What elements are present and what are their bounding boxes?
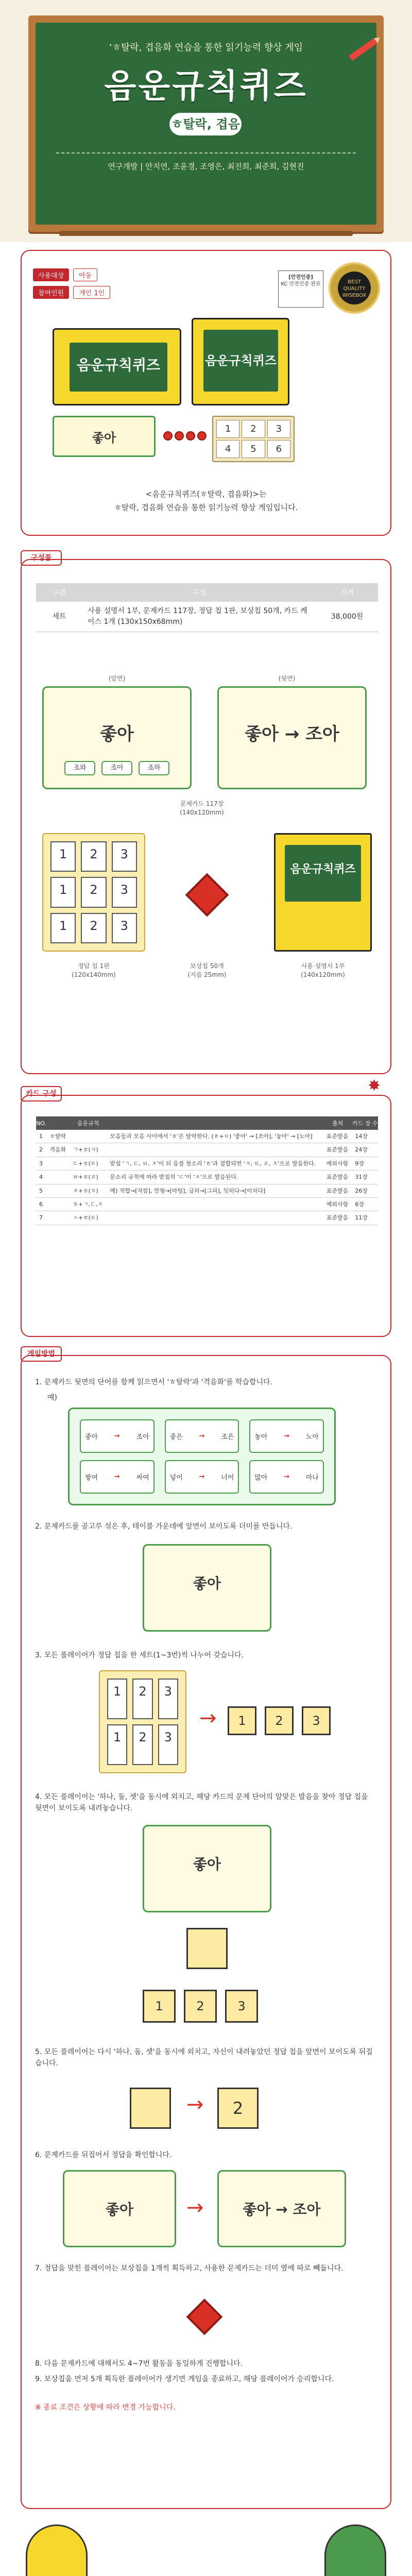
row-source: 표준발음 xyxy=(323,1143,352,1157)
row-desc: 모음들과 모음 사이에서 'ㅎ'은 탈락한다. (ㅎ+ㅇ) '좋아' → [조아], '놓아' → [노아] xyxy=(107,1130,323,1143)
col-header xyxy=(46,1116,70,1130)
row-count: 14장 xyxy=(352,1130,378,1143)
col-header: 구성 xyxy=(82,583,316,602)
word-pair xyxy=(80,1419,154,1453)
row-no: 7 xyxy=(36,1211,46,1225)
row-count: 11장 xyxy=(352,1211,378,1225)
chip-cell: 2 xyxy=(81,841,106,872)
row-count: 31장 xyxy=(352,1171,378,1184)
step-9: 9. 보상칩을 먼저 5개 획득한 플레이어가 생기면 게임을 종료하고, 해당 플레이어가 승리합니다. xyxy=(35,2375,334,2383)
table-row xyxy=(36,1171,378,1184)
chip: 1 xyxy=(228,1706,256,1735)
word: 조은 xyxy=(221,1433,234,1441)
card-front-label: (앞면) xyxy=(108,675,126,682)
box-title: 음운규칙퀴즈 xyxy=(76,357,161,374)
header-pill: ㅎ탈락, 겹음화 xyxy=(169,113,242,135)
end-note: ※ 종료 조건은 상황에 따라 변경 가능합니다. xyxy=(35,2403,176,2412)
arrow-icon: → xyxy=(114,1432,120,1440)
product-box-image xyxy=(53,328,181,405)
kids-illustration xyxy=(15,2514,397,2576)
card-front-image xyxy=(63,2170,176,2247)
chip: 2 xyxy=(184,1990,217,2023)
card-back-image xyxy=(217,686,367,789)
step-1-example: 예) xyxy=(47,1394,57,1402)
box-title: 음운규칙퀴즈 xyxy=(204,353,277,368)
row-price: 38,000원 xyxy=(316,602,378,632)
kid-girl-icon xyxy=(26,2524,88,2576)
row-group xyxy=(46,1197,70,1211)
chip-icon xyxy=(186,431,195,440)
card-word: 좋아 xyxy=(100,724,134,744)
row-count: 26장 xyxy=(352,1184,378,1197)
step-4: 4. 모든 플레이어는 '하나, 둘, 셋'을 동시에 외치고, 해당 카드의 문제 단어의 알맞은 발음을 찾아 정답 칩을 뒷면이 보이도록 내려놓습니다. xyxy=(35,1793,368,1813)
word: 쌓여 xyxy=(85,1474,98,1482)
word: 좋은 xyxy=(169,1433,183,1441)
reward-caption: 보상칩 50개 (지름 25mm) xyxy=(187,962,227,978)
row-label: 세트 xyxy=(36,602,82,632)
word-pair xyxy=(249,1460,324,1494)
back-answer: 조아 xyxy=(305,724,339,744)
header-authors: 연구개발 | 안지연, 조윤경, 조영은, 최진희, 최준희, 김현진 xyxy=(108,162,304,171)
card-word: 좋아 → 조아 xyxy=(243,2201,321,2218)
chip-icon xyxy=(175,431,184,440)
step-2: 2. 문제카드를 골고루 섞은 후, 테이블 가운데에 앞면이 보이도록 더미를 만듭니다. xyxy=(35,1522,293,1531)
chip-icon xyxy=(197,431,207,440)
target-tag-row xyxy=(33,268,97,281)
chip-cell: 3 xyxy=(158,1724,178,1765)
table-row xyxy=(36,1143,378,1157)
row-source: 표준발음 xyxy=(323,1171,352,1184)
chip: 1 xyxy=(143,1990,176,2023)
arrow-icon: → xyxy=(186,2196,204,2219)
grid-cell: 3 xyxy=(267,420,290,438)
composition-table xyxy=(36,1116,378,1225)
card-back-image xyxy=(217,2170,346,2247)
card-word: 좋아 → 조아 xyxy=(245,724,339,744)
mini-board xyxy=(203,330,278,392)
word-pair xyxy=(165,1419,239,1453)
word: 놓아 xyxy=(254,1433,268,1441)
row-desc xyxy=(107,1197,323,1211)
grid-cell: 4 xyxy=(216,440,239,458)
desc-line-2: ㅎ탈락, 겹음화 연습을 통한 읽기능력 향상 게임입니다. xyxy=(114,502,298,512)
header-title: 음운규칙퀴즈 xyxy=(104,67,308,106)
row-content: 사용 설명서 1부, 문제카드 117장, 정답 칩 1판, 보상칩 50개, 카드 케이스 1개 (130x150x68mm) xyxy=(82,602,316,632)
answer-option: 조와 xyxy=(64,761,95,775)
howto-section xyxy=(21,1355,391,2509)
word: 노아 xyxy=(305,1433,319,1441)
mini-board xyxy=(70,343,167,392)
card-answers xyxy=(64,761,169,775)
row-no: 3 xyxy=(36,1157,46,1170)
table-row xyxy=(36,1211,378,1225)
row-rule: ㅅ+ㅎ(ㅌ) xyxy=(70,1211,107,1225)
table-row xyxy=(36,1157,378,1170)
chip-cell: 1 xyxy=(50,913,76,943)
word-pair-grid xyxy=(68,1408,336,1505)
answer-option: 조아 xyxy=(101,761,132,775)
row-group xyxy=(46,1171,70,1184)
answer-chip-board xyxy=(42,833,145,952)
word-pair xyxy=(80,1460,154,1494)
chip: 3 xyxy=(302,1706,331,1735)
chalk-tray xyxy=(59,231,353,236)
reward-chips-image xyxy=(163,431,207,440)
product-manual-image xyxy=(192,318,289,405)
word: 조아 xyxy=(136,1433,149,1441)
step-7: 7. 정답을 맞힌 플레이어는 보상칩을 1개씩 획득하고, 사용한 문제카드는 더미 옆에 따로 빼둡니다. xyxy=(35,2264,344,2273)
row-no: 4 xyxy=(36,1171,46,1184)
col-header: NO. xyxy=(36,1116,46,1130)
table-row xyxy=(36,602,378,632)
step-5: 5. 모든 플레이어는 다시 '하나, 둘, 셋'을 동시에 외치고, 자신이 내려놓았던 정답 칩을 앞면이 보이도록 뒤집습니다. xyxy=(35,2048,373,2068)
grid-cell: 2 xyxy=(242,420,265,438)
composition-section xyxy=(21,1095,391,1337)
row-desc: 예) 적합→[저캅], 맏형→[마텽], 급히→[그피], 잊히다→[이치다] xyxy=(107,1184,323,1197)
answer-chips xyxy=(143,1990,258,2023)
table-row xyxy=(36,1197,378,1211)
chip-cell: 1 xyxy=(107,1724,127,1765)
col-header: 출처 xyxy=(323,1116,352,1130)
desc-line-1: <음운규칙퀴즈(ㅎ탈락, 겹음화)>는 xyxy=(145,489,267,499)
chalkboard xyxy=(36,23,376,225)
row-no: 5 xyxy=(36,1184,46,1197)
card-front-image xyxy=(42,686,192,789)
row-source: 표준발음 xyxy=(323,1184,352,1197)
gem-icon xyxy=(185,873,229,917)
chip-cell: 3 xyxy=(112,841,137,872)
howto-tag: 게임방법 xyxy=(21,1346,62,1362)
chip: 3 xyxy=(225,1990,258,2023)
row-source: 예외사항 xyxy=(323,1197,352,1211)
composition-tag: 카드 구성 xyxy=(21,1086,62,1101)
row-group xyxy=(46,1184,70,1197)
target-label: 사용대상 xyxy=(33,268,69,281)
sparkle-icon: ✸ xyxy=(368,1077,381,1095)
best-quality-medal-icon xyxy=(329,262,380,314)
chip-cell: 3 xyxy=(112,877,137,907)
row-desc xyxy=(107,1143,323,1157)
manual-image xyxy=(274,833,372,952)
kc-cert-box xyxy=(278,270,323,308)
facedown-chip xyxy=(130,2088,171,2129)
row-no: 1 xyxy=(36,1130,46,1143)
row-count: 24장 xyxy=(352,1143,378,1157)
word: 좋아 xyxy=(85,1433,98,1441)
manual-title: 음운규칙퀴즈 xyxy=(290,863,356,876)
row-rule: ㅂ+ㅎ(ㅍ) xyxy=(70,1171,107,1184)
arrow-icon: → xyxy=(199,1473,205,1481)
row-source: 표준발음 xyxy=(323,1130,352,1143)
arrow-icon: → xyxy=(186,2093,204,2116)
row-count: 9장 xyxy=(352,1157,378,1170)
header-subtitle: ‘ㅎ탈락, 겹음화 연습을 통한 읽기능력 향상 게임 xyxy=(109,42,303,53)
back-word: 좋아 xyxy=(245,724,279,744)
row-no: 6 xyxy=(36,1197,46,1211)
row-source: 표준발음 xyxy=(323,1211,352,1225)
chip-cell: 2 xyxy=(132,1724,152,1765)
row-group: 격음화 xyxy=(46,1143,70,1157)
step-3: 3. 모든 플레이어가 정답 칩을 한 세트(1~3번)씩 나누어 갖습니다. xyxy=(35,1651,244,1659)
table-row xyxy=(36,1184,378,1197)
row-source: 예외사항 xyxy=(323,1157,352,1170)
chip-cell: 2 xyxy=(81,913,106,943)
gem-icon xyxy=(186,2299,223,2335)
participants-label: 참여인원 xyxy=(33,286,69,299)
row-rule: ㅎ+ㄱ,ㄷ,ㅈ xyxy=(70,1197,107,1211)
components-table xyxy=(36,583,378,632)
target-value: 아동 xyxy=(73,268,97,281)
grid-cell: 5 xyxy=(242,440,265,458)
row-rule: ㄷ+ㅎ(ㅌ) xyxy=(70,1157,107,1170)
product-section xyxy=(21,250,391,536)
word: 너어 xyxy=(221,1474,234,1482)
card-back-label: (뒷면) xyxy=(278,675,296,682)
row-no: 2 xyxy=(36,1143,46,1157)
row-rule: ㅈ+ㅎ(ㅊ) xyxy=(70,1184,107,1197)
col-header: 가격 xyxy=(316,583,378,602)
cert-label: [안전인증] xyxy=(288,275,313,280)
row-desc: 문소리 규칙에 따라 받침의 'ㄷ'이 'ㅈ'으로 발음된다. xyxy=(107,1171,323,1184)
back-word: 좋아 xyxy=(243,2201,271,2218)
participants-value: 개인 1인 xyxy=(73,286,110,299)
col-header: 카드 장 수 xyxy=(352,1116,378,1130)
row-rule: ㄱ+ㅎ(ㅋ) xyxy=(70,1143,107,1157)
chip-caption: 정답 칩 1판 (120x140mm) xyxy=(72,962,116,978)
step-6: 6. 문제카드를 뒤집어서 정답을 확인합니다. xyxy=(35,2151,172,2159)
flipped-chip: 2 xyxy=(217,2088,259,2129)
chip-icon xyxy=(163,431,173,440)
arrow-icon: → xyxy=(114,1473,120,1481)
row-group xyxy=(46,1157,70,1170)
word: 싸여 xyxy=(136,1474,149,1482)
arrow-icon: → xyxy=(199,1706,217,1730)
chip-cell: 3 xyxy=(112,913,137,943)
step-8: 8. 다음 문제카드에 대해서도 4~7번 활동을 동일하게 진행합니다. xyxy=(35,2360,243,2368)
medal-text: BEST QUALITY WISEBOX xyxy=(338,272,371,304)
manual-caption: 사용 설명서 1부 (140x120mm) xyxy=(301,962,345,978)
row-rule xyxy=(70,1130,107,1143)
word: 마나 xyxy=(305,1474,319,1482)
chip-cell: 2 xyxy=(81,877,106,907)
chip-cell: 1 xyxy=(50,877,76,907)
word-pair xyxy=(165,1460,239,1494)
col-header: 음운규칙 xyxy=(70,1116,107,1130)
components-tag: 구성품 xyxy=(21,550,62,566)
arrow-icon: → xyxy=(284,1473,290,1481)
header xyxy=(0,0,412,242)
table-row xyxy=(36,1130,378,1143)
row-count: 6장 xyxy=(352,1197,378,1211)
chip-cell: 1 xyxy=(107,1679,127,1719)
col-header: 구분 xyxy=(36,583,82,602)
row-desc: 받침 'ㄱ, ㄷ, ㅂ, ㅈ'이 뒤 음절 첫소리 'ㅎ'과 결합되면 'ㅋ, ㅌ, ㅍ, ㅊ'으로 발음한다. xyxy=(107,1157,323,1170)
step-1: 1. 문제카드 뒷면의 단어를 함께 읽으면서 'ㅎ탈락'과 '격음화'를 학습합니다. xyxy=(35,1378,272,1386)
arrow-icon: → xyxy=(199,1432,205,1440)
question-card-image xyxy=(143,1825,271,1912)
player-chips xyxy=(228,1706,331,1735)
chip-board xyxy=(99,1670,186,1773)
word-pair xyxy=(249,1419,324,1453)
card-word: 좋아 xyxy=(193,1856,221,1873)
grid-cell: 1 xyxy=(216,420,239,438)
product-card-image: 좋아 xyxy=(53,416,156,457)
answer-option: 조하 xyxy=(139,761,169,775)
chip-cell: 2 xyxy=(132,1679,152,1719)
chip-cell: 3 xyxy=(158,1679,178,1719)
chip: 2 xyxy=(265,1706,294,1735)
grid-cell: 6 xyxy=(267,440,290,458)
col-header xyxy=(107,1116,323,1130)
card-word: 좋아 xyxy=(105,2201,134,2218)
card-caption: 문제카드 117장 (140x120mm) xyxy=(180,800,224,816)
participants-tag-row xyxy=(33,286,110,299)
chalkboard-frame xyxy=(28,15,384,232)
divider xyxy=(56,152,356,154)
row-group: ㅎ탈락 xyxy=(46,1130,70,1143)
components-section xyxy=(21,559,391,1074)
back-answer: 조아 xyxy=(293,2201,321,2218)
row-desc xyxy=(107,1211,323,1225)
answer-chip-grid xyxy=(212,416,295,462)
word: 많아 xyxy=(254,1474,268,1482)
facedown-chip xyxy=(186,1928,228,1969)
chip-cell: 1 xyxy=(50,841,76,872)
row-group xyxy=(46,1211,70,1225)
card-word: 좋아 xyxy=(193,1575,221,1592)
arrow-icon: → xyxy=(284,1432,290,1440)
product-description xyxy=(22,488,390,514)
cert-text: KC 안전인증 완료 xyxy=(281,281,321,287)
kid-boy-icon xyxy=(324,2524,386,2576)
mini-board xyxy=(285,845,361,902)
card-pile-image xyxy=(143,1544,271,1632)
word: 넣어 xyxy=(169,1474,183,1482)
